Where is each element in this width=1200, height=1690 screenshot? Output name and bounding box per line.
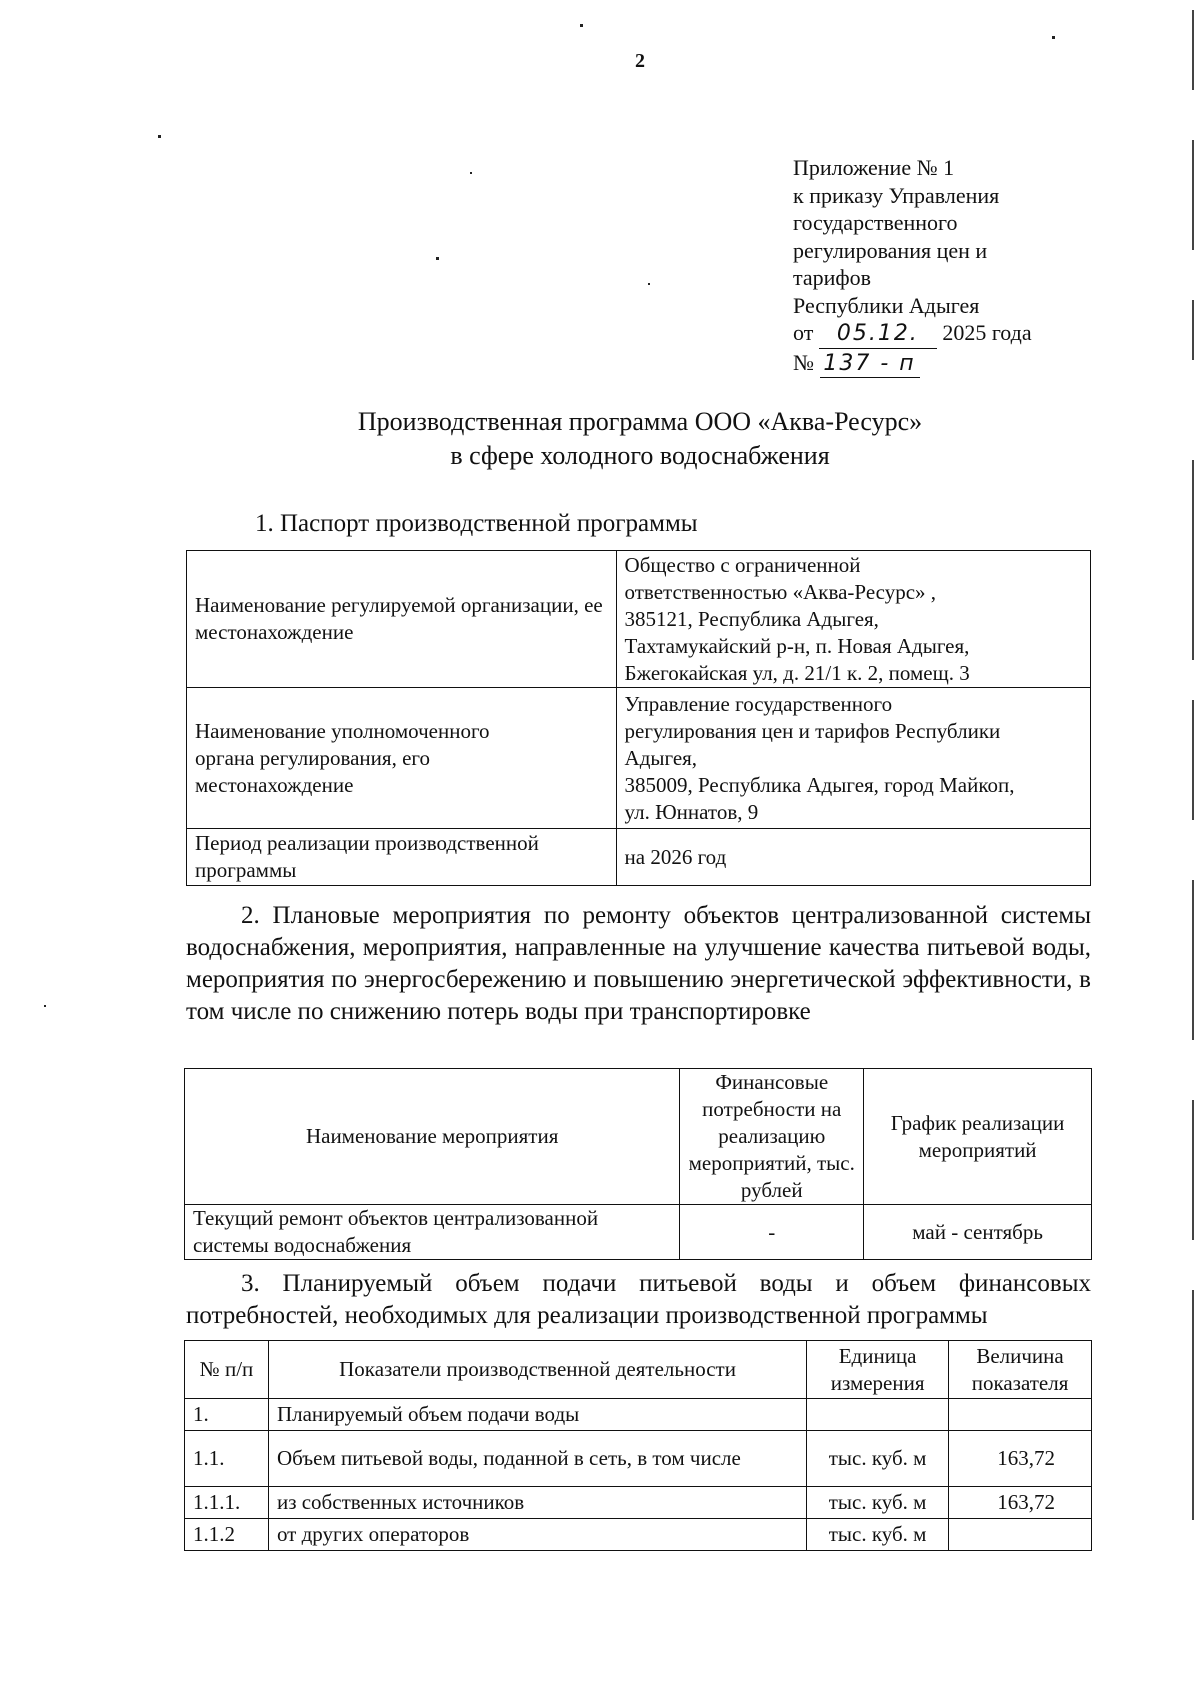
column-header: Единица измерения xyxy=(807,1341,949,1399)
table-cell: май - сентябрь xyxy=(864,1205,1092,1260)
annex-block xyxy=(793,154,1123,378)
table-cell: тыс. куб. м xyxy=(807,1487,949,1519)
passport-value-line: ответственностью «Аква-Ресурс» , xyxy=(624,579,937,604)
table-cell: Планируемый объем подачи воды xyxy=(268,1399,806,1431)
scan-speck xyxy=(158,135,161,138)
scan-speck xyxy=(580,24,583,27)
scan-edge-line xyxy=(1192,700,1194,820)
passport-value-line: регулирования цен и тарифов Республики xyxy=(624,718,1001,743)
column-header: График реализации мероприятий xyxy=(864,1069,1092,1205)
passport-label-line: Наименование уполномоченного xyxy=(195,718,490,743)
annex-date xyxy=(793,319,1123,349)
page-number: 2 xyxy=(635,50,645,72)
annex-line: Приложение № 1 xyxy=(793,155,955,180)
passport-value xyxy=(616,551,1090,688)
passport-value-line: ул. Юннатов, 9 xyxy=(624,799,759,824)
section-1-heading: 1. Паспорт производственной программы xyxy=(255,510,698,537)
table-header-row xyxy=(185,1341,1092,1399)
passport-value-line: Тахтамукайский р-н, п. Новая Адыгея, xyxy=(624,633,970,658)
activities-table xyxy=(184,1068,1092,1260)
document-title xyxy=(0,405,1200,473)
passport-table xyxy=(186,550,1091,886)
column-header: Финансовые потребности на реализацию мероприятий, тыс. рублей xyxy=(680,1069,864,1205)
table-row xyxy=(185,1399,1092,1431)
passport-value-line: Управление государственного xyxy=(624,691,893,716)
annex-line: регулирования цен и xyxy=(793,237,988,263)
table-cell: 1.1. xyxy=(185,1431,269,1487)
passport-label: Период реализации производственной программы xyxy=(187,829,617,886)
passport-value-line: Адыгея, xyxy=(624,745,698,770)
table-cell: Объем питьевой воды, поданной в сеть, в том числе xyxy=(268,1431,806,1487)
table-cell: 1.1.1. xyxy=(185,1487,269,1519)
passport-label: Наименование регулируемой организации, ее местонахождение xyxy=(187,551,617,688)
table-row xyxy=(187,688,1091,829)
title-line-1: Производственная программа ООО «Аква-Ресурс» xyxy=(357,407,923,436)
passport-value: на 2026 год xyxy=(616,829,1090,886)
annex-line: государственного xyxy=(793,210,958,235)
table-cell xyxy=(807,1399,949,1431)
table-cell xyxy=(949,1519,1092,1551)
table-cell: 1. xyxy=(185,1399,269,1431)
passport-label-line: органа регулирования, его xyxy=(195,745,430,770)
annex-number xyxy=(793,349,1123,379)
scan-speck xyxy=(648,283,650,285)
annex-line: тарифов xyxy=(793,265,872,290)
column-header: Величина показателя xyxy=(949,1341,1092,1399)
passport-value xyxy=(616,688,1090,829)
indicators-table xyxy=(184,1340,1092,1551)
scan-edge-line xyxy=(1192,1100,1194,1240)
table-cell: из собственных источников xyxy=(268,1487,806,1519)
section-2-paragraph: 2. Плановые мероприятия по ремонту объектов централизованной системы водоснабжения, мероприятия, направленные на улучшение качества питьевой воды, мероприятия по энергосбережению и повышению энергетической эффективности, в том числе по снижению потерь воды при транспортировке xyxy=(186,902,1091,1025)
annex-date-handwritten: 05.12. xyxy=(819,320,937,349)
table-row xyxy=(185,1431,1092,1487)
passport-value-line: 385009, Республика Адыгея, город Майкоп, xyxy=(624,772,1015,797)
column-header: Наименование мероприятия xyxy=(185,1069,680,1205)
table-cell: тыс. куб. м xyxy=(807,1519,949,1551)
column-header: Показатели производственной деятельности xyxy=(268,1341,806,1399)
annex-line: к приказу Управления xyxy=(793,182,1000,208)
scan-edge-line xyxy=(1192,140,1194,250)
scan-speck xyxy=(44,1005,46,1007)
table-row xyxy=(185,1487,1092,1519)
passport-value-line: Бжегокайская ул, д. 21/1 к. 2, помещ. 3 xyxy=(624,660,970,685)
scan-speck xyxy=(1052,36,1055,39)
passport-label-line: местонахождение xyxy=(195,772,354,797)
annex-date-prefix: от xyxy=(793,320,814,345)
table-cell: 1.1.2 xyxy=(185,1519,269,1551)
scan-edge-line xyxy=(1192,880,1194,1040)
table-cell: от других операторов xyxy=(268,1519,806,1551)
table-cell: Текущий ремонт объектов централизованной системы водоснабжения xyxy=(185,1205,680,1260)
annex-number-handwritten: 137 - п xyxy=(820,350,920,379)
scan-edge-line xyxy=(1192,300,1194,360)
scan-edge-line xyxy=(1192,1290,1194,1520)
passport-label xyxy=(187,688,617,829)
scan-speck xyxy=(436,257,439,260)
table-row xyxy=(185,1205,1092,1260)
annex-number-prefix: № xyxy=(793,349,814,375)
table-cell xyxy=(949,1399,1092,1431)
passport-value-line: 385121, Республика Адыгея, xyxy=(624,606,879,631)
table-cell: 163,72 xyxy=(949,1487,1092,1519)
table-cell: 163,72 xyxy=(949,1431,1092,1487)
passport-value-line: Общество с ограниченной xyxy=(624,552,861,577)
title-line-2: в сфере холодного водоснабжения xyxy=(450,441,830,470)
annex-line: Республики Адыгея xyxy=(793,292,980,318)
column-header: № п/п xyxy=(185,1341,269,1399)
table-cell: тыс. куб. м xyxy=(807,1431,949,1487)
table-cell: - xyxy=(680,1205,864,1260)
scan-edge-line xyxy=(1192,460,1194,660)
section-3-paragraph: 3. Планируемый объем подачи питьевой воды и объем финансовых потребностей, необходимых для реализации производственной программы xyxy=(186,1270,1091,1329)
table-row xyxy=(187,551,1091,688)
scan-speck xyxy=(470,172,472,174)
table-header-row xyxy=(185,1069,1092,1205)
table-row xyxy=(185,1519,1092,1551)
annex-date-suffix: 2025 года xyxy=(942,320,1032,345)
table-row xyxy=(187,829,1091,886)
